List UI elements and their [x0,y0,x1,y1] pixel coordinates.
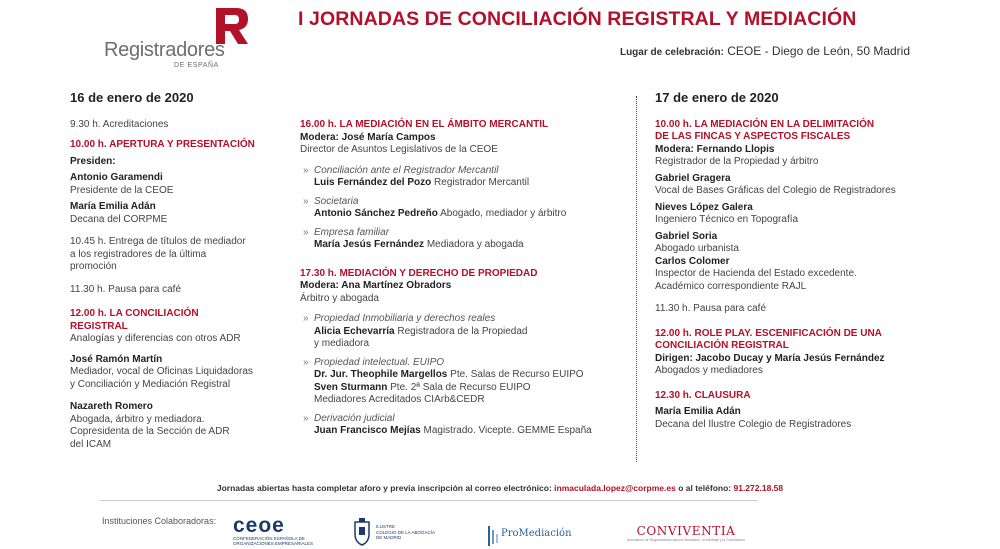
collaborators-label: Instituciones Colaboradoras: [102,516,217,526]
speaker-name: José Ramón Martín [70,353,163,365]
venue-label: Lugar de celebración: [619,47,724,58]
moderator: Modera: José María Campos [300,131,436,143]
speaker-role: Abogada, árbitro y mediadora. [70,413,205,425]
conviventia-logo [616,524,756,542]
contact-email[interactable]: inmaculada.lopez@corpme.es [554,483,676,493]
ceoe-wordmark: ceoe [233,514,285,537]
roleplay-title: 12.00 h. ROLE PLAY. ESCENIFICACIÓN DE UNA [655,327,882,339]
presiden-label: Presiden: [70,155,116,167]
icam-text: ILUSTRE COLEGIO DE LA ABOGACÍA DE MADRID [376,524,436,540]
dirigen-role: Abogados y mediadores [655,365,763,376]
speaker-role: Pte. Salas de Recurso EUIPO [450,369,584,380]
speaker-role: del ICAM [70,438,112,450]
topic-title: » Conciliación ante el Registrador Mercantil [314,164,499,176]
speaker-role: Decana del Ilustre Colegio de Registradores [655,418,852,430]
speaker-name: María Emilia Adán [655,406,741,417]
moderator-role: Registrador de la Propiedad y árbitro [655,156,819,167]
conviventia-wordmark: CONVIVENTIA [636,524,736,538]
speaker-role: Registrador Mercantil [434,177,530,188]
roleplay-title: CONCILIACIÓN REGISTRAL [655,340,789,351]
conviventia-sub: Asociación de Registradores para la Mediación, el Arbitraje y la Conciliación [627,538,745,542]
speaker-name: Gabriel Soria [655,230,718,242]
speaker-role: Ingeniero Técnico en Topografía [655,214,799,225]
topic-title: » Empresa familiar [314,226,390,238]
day2-date: 17 de enero de 2020 [655,90,779,105]
speaker-name: Nieves López Galera [655,201,753,213]
moderator: Modera: Fernando Llopis [655,143,775,155]
speaker-name: Juan Francisco Mejías [314,425,421,436]
speaker-name: Antonio Garamendi [70,172,163,183]
topic [300,196,610,221]
note-text: o al teléfono: [678,483,732,493]
clausura-title: 12.30 h. CLAUSURA [655,389,751,401]
icam-logo [350,518,440,548]
topic-title: » Propiedad Inmobiliaria y derechos reales [314,313,496,324]
moderator-role: Árbitro y abogada [300,292,379,304]
speaker-name: María Emilia Adán [70,201,156,212]
speaker-name: Gabriel Gragera [655,172,731,184]
apertura-title: 10.00 h. APERTURA Y PRESENTACIÓN [70,139,255,150]
topic [300,227,610,252]
speaker-name: Sven Sturmann [314,381,388,393]
note-text: Jornadas abiertas hasta completar aforo y previa inscripción al correo electrónico: [216,483,552,493]
speaker-role: Mediadora y abogada [426,239,524,250]
speaker-role: y Conciliación y Mediación Registral [70,378,231,390]
ceoe-sub: ORGANIZACIONES EMPRESARIALES [233,541,314,546]
speaker-name: Dr. Jur. Theophile Margellos [314,369,448,380]
entrega-line: promoción [70,261,117,272]
speaker-role: Abogado, mediador y árbitro [440,208,567,219]
promediacion-wordmark: ProMediación [501,528,572,539]
entrega-line: 10.45 h. Entrega de títulos de mediador [70,236,246,247]
conciliacion-title: REGISTRAL [70,320,128,332]
footer-divider [100,500,758,501]
topic [300,413,610,438]
speaker-role: y mediadora [314,338,370,349]
speaker-role: Abogado urbanista [655,243,739,254]
ceoe-logo [233,516,323,549]
topic-title: » Societaria [314,195,359,207]
pausa-cafe: 11.30 h. Pausa para café [655,303,767,314]
speaker-name: María Jesús Fernández [314,239,425,250]
speaker-name: Antonio Sánchez Pedreño [314,208,438,219]
speaker-role: Magistrado. Vicepte. GEMME España [423,425,592,436]
contact-phone[interactable]: 91.272.18.58 [733,483,784,493]
speaker-role: Presidente de la CEOE [70,184,174,196]
topic-title: » Derivación judicial [314,412,395,424]
registradores-logo [98,6,258,72]
speaker-name: Carlos Colomer [655,255,730,267]
speaker-role: Registradora de la Propiedad [397,325,528,337]
coat-of-arms-icon [352,518,372,546]
speaker-name: Alicia Echevarría [314,325,395,337]
speaker-role: Decana del CORPME [70,213,168,225]
venue [620,44,910,58]
conciliacion-desc: Analogías y diferencias con otros ADR [70,333,241,344]
registration-note [0,483,1000,493]
speaker-role: Mediadores Acreditados CIArb&CEDR [314,394,485,405]
pausa-cafe: 11.30 h. Pausa para café [70,283,182,295]
fincas-title: 10.00 h. LA MEDIACIÓN EN LA DELIMITACIÓN [655,118,875,130]
column-divider [636,96,637,462]
acreditaciones: 9.30 h. Acreditaciones [70,118,169,130]
speaker-role: Vocal de Bases Gráficas del Colegio de Registradores [655,185,896,196]
speaker-name: Nazareth Romero [70,401,153,412]
ceoe-sub: CONFEDERACIÓN ESPAÑOLA DE [233,536,305,541]
speaker-role: Inspector de Hacienda del Estado excedente. [655,268,857,279]
fincas-title: DE LAS FINCAS Y ASPECTOS FISCALES [655,131,851,142]
brand-sub: DE ESPAÑA [174,62,219,69]
venue-value: CEOE - Diego de León, 50 Madrid [727,44,910,58]
topic-title: » Propiedad intelectual. EUIPO [314,356,445,368]
bars-icon [487,522,501,548]
entrega-line: a los registradores de la última [70,248,207,260]
topic [300,165,610,190]
moderator: Modera: Ana Martínez Obradors [300,280,452,291]
day1-date: 16 de enero de 2020 [70,90,194,105]
speaker-role: Académico correspondiente RAJL [655,280,807,292]
day2-column [655,92,945,431]
conciliacion-title: 12.00 h. LA CONCILIACIÓN [70,308,199,319]
moderator-role: Director de Asuntos Legislativos de la CEOE [300,144,498,155]
brand-name: Registradores [104,39,225,61]
day1-column [70,92,290,451]
mercantil-title: 16.00 h. LA MEDIACIÓN EN EL ÁMBITO MERCANTIL [300,119,549,130]
speaker-role: Copresidenta de la Sección de ADR [70,426,230,437]
speaker-role: Pte. 2ª Sala de Recurso EUIPO [390,381,531,393]
speaker-name: Luis Fernández del Pozo [314,177,432,188]
page-title: I JORNADAS DE CONCILIACIÓN REGISTRAL Y MEDIACIÓN [298,8,857,30]
speaker-role: Mediador, vocal de Oficinas Liquidadoras [70,366,253,377]
topic [300,357,610,407]
dirigen: Dirigen: Jacobo Ducay y María Jesús Fernández [655,352,885,364]
propiedad-title: 17.30 h. MEDIACIÓN Y DERECHO DE PROPIEDAD [300,267,538,279]
afternoon-column [300,119,610,438]
topic [300,313,610,351]
